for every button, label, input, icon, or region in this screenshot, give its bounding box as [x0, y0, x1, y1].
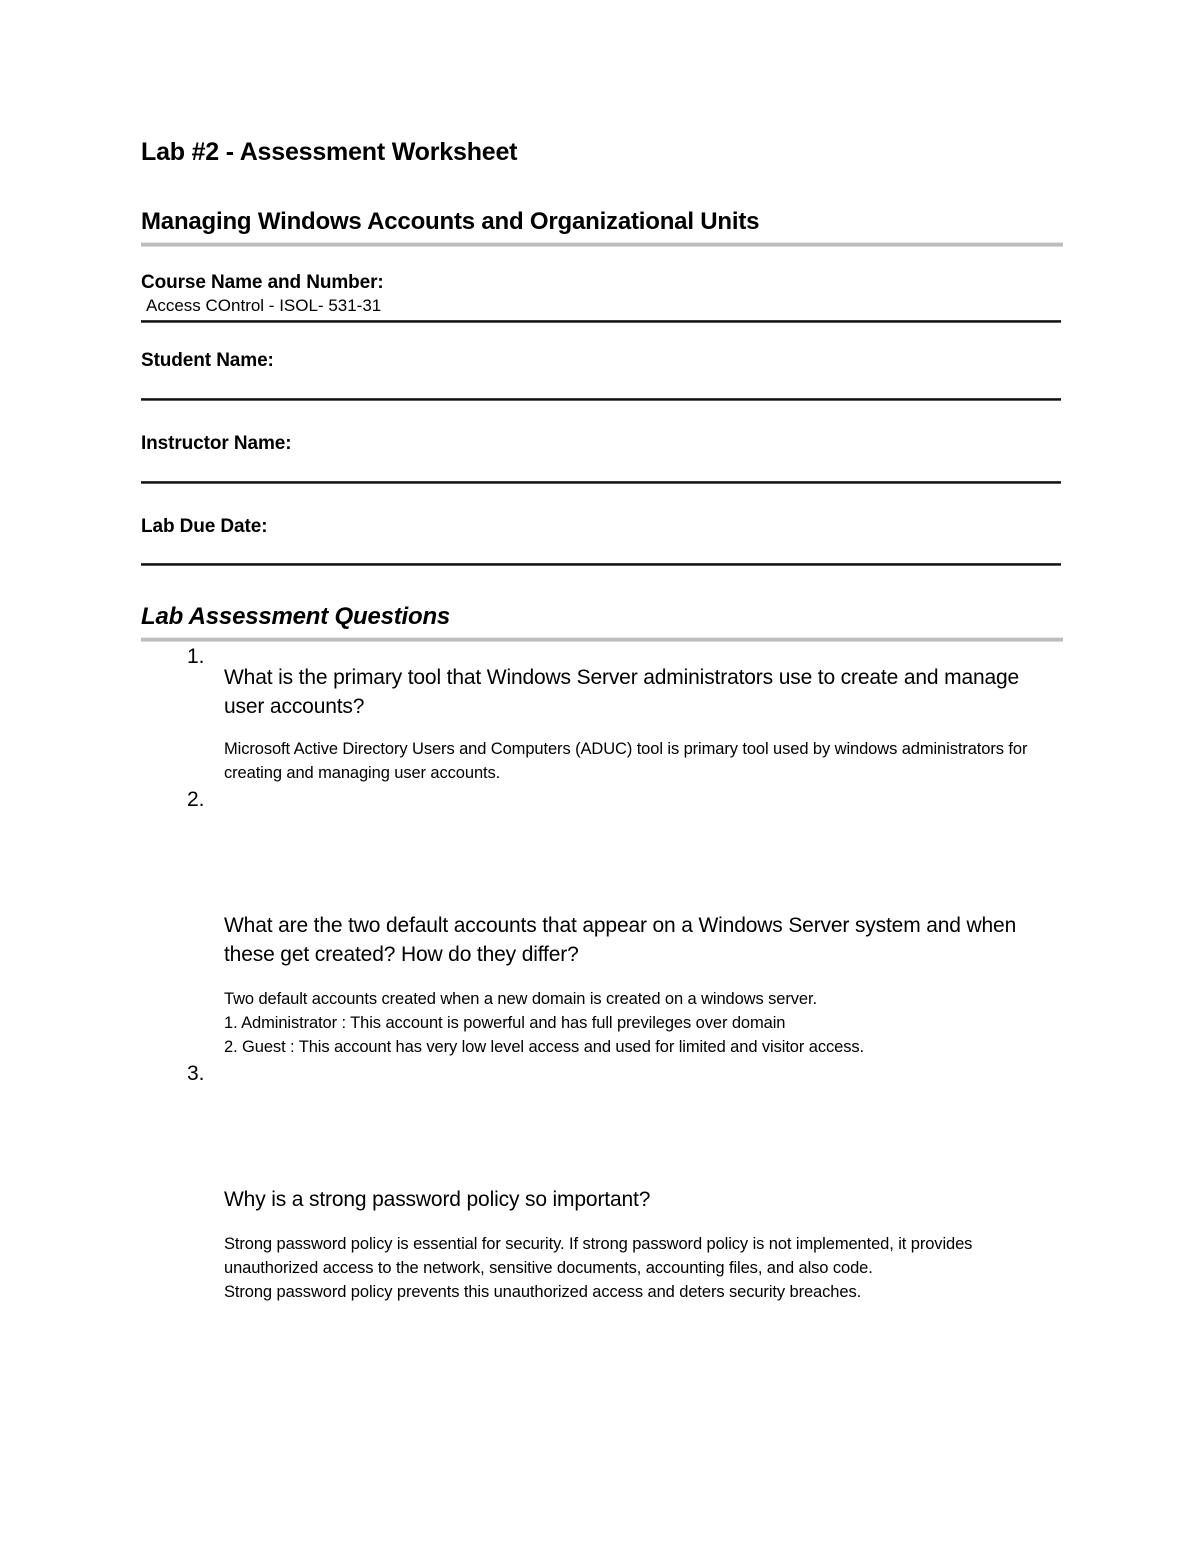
student-field-block — [141, 323, 1063, 401]
question-list — [141, 642, 1063, 1304]
question-text: What are the two default accounts that appear on a Windows Server system and when these get created? How do they differ? — [224, 914, 1017, 966]
due-date-field-block — [141, 484, 1063, 566]
course-field-block — [141, 247, 1063, 323]
question-item — [141, 1059, 1063, 1304]
question-item — [141, 642, 1063, 785]
course-value[interactable]: Access COntrol - ISOL- 531-31 — [146, 296, 382, 315]
instructor-name-label: Instructor Name: — [141, 433, 292, 454]
question-answer[interactable]: Two default accounts created when a new domain is created on a windows server. 1. Administrator : This account is powerful and has full previleges over domain 2. Guest : This account has very low level access and used for limited and visitor access. — [224, 990, 864, 1056]
question-text: Why is a strong password policy so important? — [224, 1188, 651, 1211]
section-heading-lab-assessment-questions: Lab Assessment Questions — [141, 603, 451, 630]
question-item — [141, 785, 1063, 1059]
student-name-label: Student Name: — [141, 350, 274, 371]
page-content — [141, 0, 1063, 1304]
question-number: 3. — [187, 1062, 205, 1085]
question-answer[interactable]: Strong password policy is essential for security. If strong password policy is not implemented, it provides unauthorized access to the network, sensitive documents, accounting files, and also code. Strong password policy prevents this unauthorized access and deters security breaches. — [224, 1235, 973, 1301]
instructor-field-block — [141, 401, 1063, 484]
question-number: 2. — [187, 788, 205, 811]
question-text: What is the primary tool that Windows Server administrators use to create and manage user accounts? — [224, 666, 1020, 718]
question-number: 1. — [187, 645, 205, 668]
document-subtitle: Managing Windows Accounts and Organizational Units — [141, 208, 760, 235]
lab-due-date-label: Lab Due Date: — [141, 516, 268, 537]
question-answer[interactable]: Microsoft Active Directory Users and Computers (ADUC) tool is primary tool used by windows administrators for creating and managing user accounts. — [224, 740, 1028, 782]
course-label: Course Name and Number: — [141, 272, 384, 293]
document-title: Lab #2 - Assessment Worksheet — [141, 138, 518, 166]
